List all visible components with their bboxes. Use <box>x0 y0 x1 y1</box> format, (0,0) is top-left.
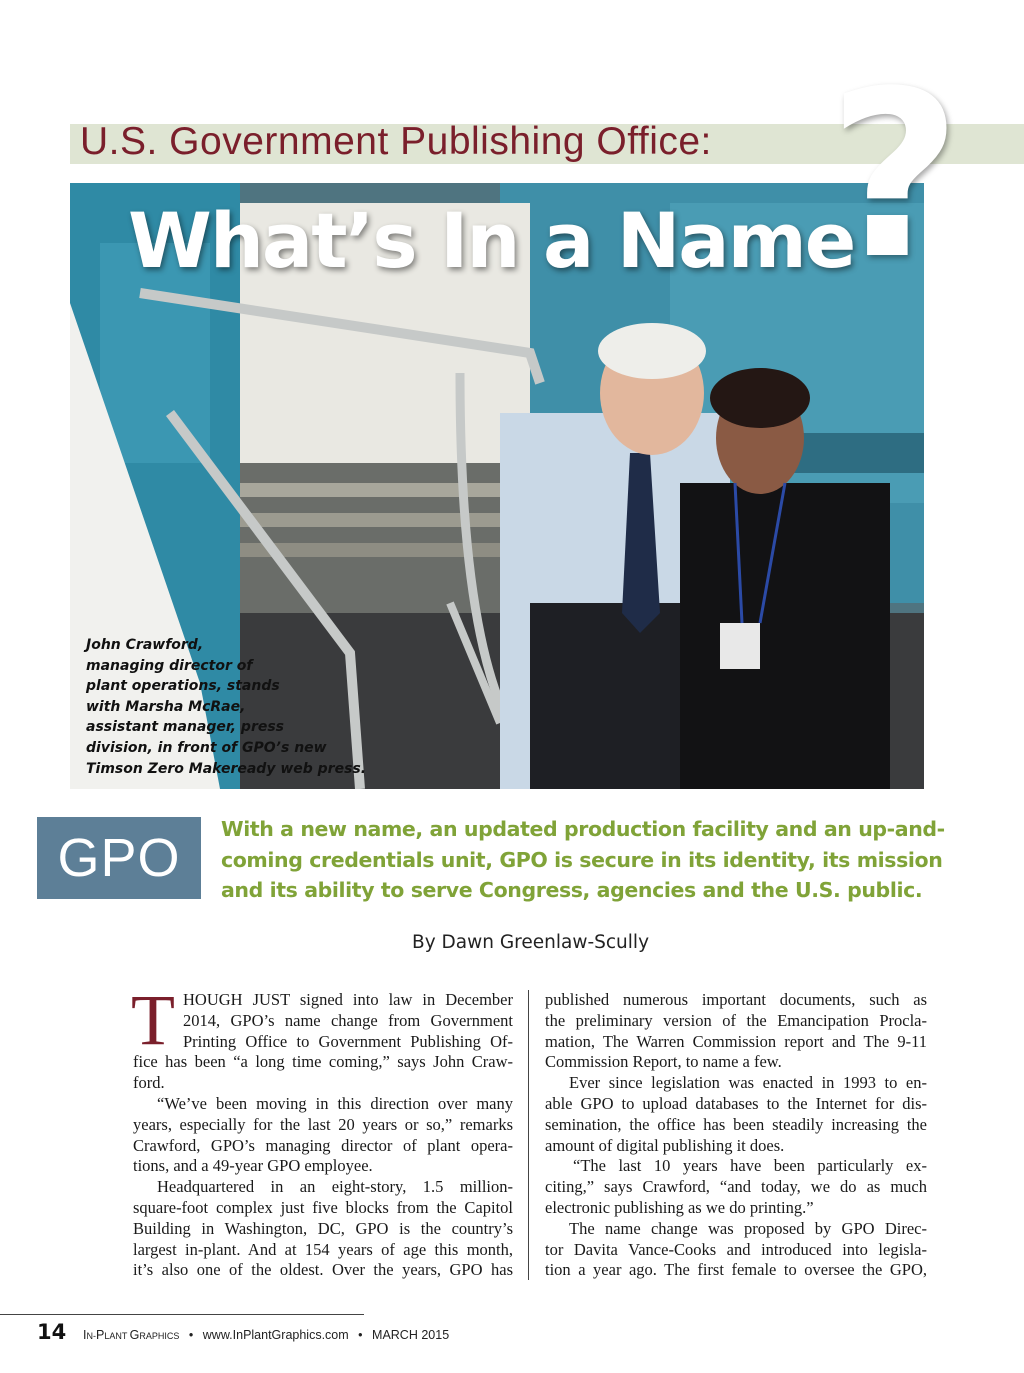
body-line: Printing Office to Government Publishing Of- <box>183 1031 513 1051</box>
deck-line: coming credentials unit, GPO is secure in its identity, its mission <box>221 847 943 872</box>
footer-url: www.InPlantGraphics.com <box>202 1328 349 1342</box>
page-number: 14 <box>37 1320 67 1344</box>
body-line: able GPO to upload databases to the Internet for dis- <box>545 1093 927 1113</box>
body-line: ford. <box>133 1073 165 1093</box>
publication-small-caps: LANT <box>104 1331 130 1341</box>
body-line: largest in-plant. And at 154 years of age this month, <box>133 1239 513 1259</box>
publication-initial: G <box>129 1328 140 1342</box>
footer-rule <box>0 1314 364 1315</box>
body-line: Ever since legislation was enacted in 1993 to en- <box>569 1073 927 1093</box>
publication-small-caps: RAPHICS <box>139 1331 180 1341</box>
headline-question-mark: ? <box>828 43 962 310</box>
publication-initial: I <box>83 1328 87 1342</box>
article-column-right <box>545 990 927 1281</box>
body-line: mation, The Warren Commission report and The 9-11 <box>545 1031 927 1051</box>
bullet-separator: • <box>358 1328 363 1342</box>
headline: What’s In a Name <box>128 196 855 285</box>
drop-cap: T <box>131 980 175 1060</box>
body-line: Crawford, GPO’s managing director of plant opera- <box>133 1135 513 1155</box>
byline: By Dawn Greenlaw-Scully <box>412 932 650 953</box>
body-line: 2014, GPO’s name change from Government <box>183 1010 513 1030</box>
deck-line: With a new name, an updated production facility and an up-and- <box>221 817 945 841</box>
body-line: The name change was proposed by GPO Direc- <box>569 1218 927 1238</box>
gpo-logo: GPO <box>37 817 201 899</box>
footer-line <box>83 1328 449 1342</box>
body-line: tions, and a 49-year GPO employee. <box>133 1156 373 1176</box>
photo-caption <box>86 635 367 779</box>
body-line: semination, the office has been steadily increasing the <box>545 1114 927 1134</box>
body-line: Building in Washington, DC, GPO is the country’s <box>133 1218 513 1238</box>
caption-line: John Crawford, <box>86 637 204 653</box>
publication-small-caps: N- <box>86 1331 96 1341</box>
caption-line: Timson Zero Makeready web press. <box>86 760 367 777</box>
body-line: tor Davita Vance-Cooks and introduced into legisla- <box>545 1239 927 1259</box>
caption-line: with Marsha McRae, <box>86 698 246 715</box>
deck-line: and its ability to serve Congress, agencies and the U.S. public. <box>221 878 923 902</box>
body-line: electronic publishing as we do printing.” <box>545 1197 814 1217</box>
body-line: “The last 10 years have been particularly ex- <box>573 1156 927 1176</box>
caption-line: assistant manager, press <box>86 719 285 736</box>
body-line: published numerous important documents, such as <box>545 990 927 1009</box>
deck <box>221 814 945 906</box>
publication-initial: P <box>95 1328 105 1342</box>
body-line: “We’ve been moving in this direction over many <box>157 1093 513 1113</box>
body-line: Headquartered in an eight-story, 1.5 million- <box>157 1177 513 1197</box>
caption-line: managing director of <box>86 657 253 674</box>
caption-line: division, in front of GPO’s new <box>86 739 327 756</box>
body-line: amount of digital publishing it does. <box>545 1135 785 1155</box>
column-divider <box>528 990 529 1280</box>
body-line: years, especially for the last 20 years or so,” remarks <box>133 1114 513 1134</box>
body-line: Commission Report, to name a few. <box>545 1052 782 1072</box>
body-line: square-foot complex just five blocks from the Capitol <box>133 1197 513 1217</box>
bullet-separator: • <box>188 1328 194 1342</box>
body-line: tion a year ago. The first female to oversee the GPO, <box>545 1260 927 1280</box>
article-column-left <box>131 980 513 1281</box>
body-line: fice has been “a long time coming,” says John Craw- <box>133 1052 513 1072</box>
caption-line: plant operations, stands <box>86 678 280 695</box>
body-line: the preliminary version of the Emancipation Procla- <box>545 1010 927 1030</box>
kicker: U.S. Government Publishing Office: <box>80 120 712 163</box>
body-line: citing,” says Crawford, “and today, we do as much <box>545 1177 927 1197</box>
issue-date: MARCH 2015 <box>372 1328 450 1342</box>
body-line: it’s also one of the oldest. Over the years, GPO has <box>133 1260 513 1280</box>
body-line: HOUGH JUST signed into law in December <box>183 990 513 1009</box>
